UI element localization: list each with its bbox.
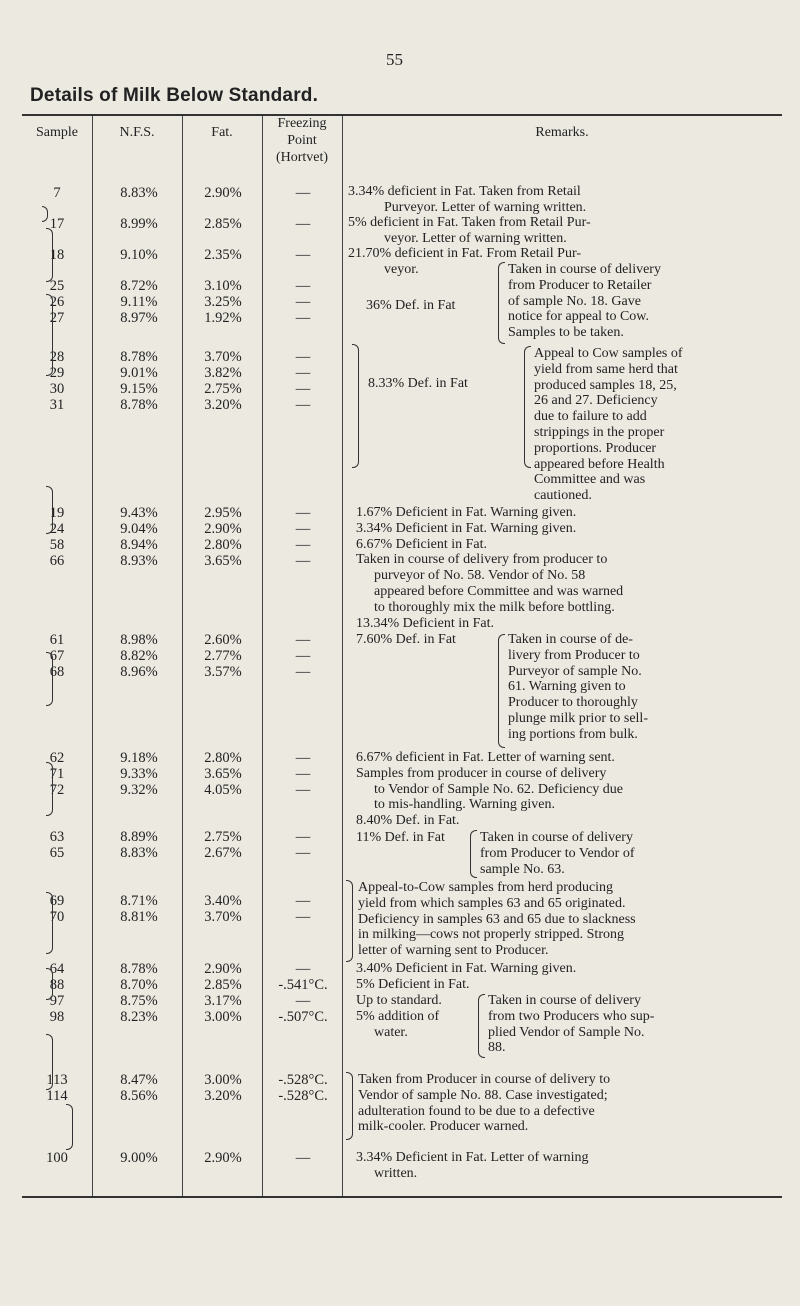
remark-samples-28-31 [534,346,780,504]
sample-cell: 62 [49,750,65,766]
sample-cell: 19 [49,505,65,521]
row-group-bracket [46,486,53,534]
nfs-cell: 8.56% [120,1088,158,1104]
nfs-cell: 8.78% [120,961,158,977]
remark-line: cautioned. [534,488,592,504]
freezing-point-cell: — [295,782,311,798]
freezing-point-cell: — [295,632,311,648]
row-group-bracket [46,1034,53,1090]
nfs-cell: 9.32% [120,782,158,798]
row-group-bracket [46,652,53,706]
fat-cell: 2.67% [204,845,242,861]
remark-line: yield from same herd that [534,361,678,377]
sample-cell: 63 [49,829,65,845]
remark-line: Appeal-to-Cow samples from herd producing [358,880,614,895]
remark-samples-63-65 [480,830,780,877]
remark-samples-25-27 [508,262,780,341]
nfs-cell: 9.43% [120,505,158,521]
remark-line: Committee and was [534,472,646,488]
remark-bracket [498,262,505,344]
sample-cell: 31 [49,397,65,413]
remark-samples-69-70 [358,880,780,959]
remark-line: yield from which samples 63 and 65 originated. [358,895,626,911]
header-sample: Sample [36,125,78,140]
table-bottom-rule [22,1196,782,1198]
nfs-cell: 8.99% [120,216,158,232]
nfs-cell: 8.81% [120,909,158,925]
freezing-point-cell: -.528°C. [278,1088,328,1104]
nfs-cell: 8.47% [120,1072,158,1088]
page-number: 55 [386,50,403,69]
remark-line: 21.70% deficient in Fat. From Retail Pur- [348,246,582,261]
sample-cell: 71 [49,766,65,782]
freezing-point-cell: — [295,185,311,201]
remark-line: 6.67% Deficient in Fat. [356,536,488,552]
nfs-cell: 9.33% [120,766,158,782]
remark-line: milk-cooler. Producer warned. [358,1119,529,1135]
fat-cell: 3.40% [204,893,242,909]
fat-cell: 3.10% [204,278,242,294]
freezing-point-cell: — [295,648,311,664]
remark-line: adulteration found to be due to a defective [358,1103,595,1119]
freezing-point-cell: — [295,845,311,861]
freezing-point-cell: — [295,1150,311,1166]
freezing-point-cell: — [295,521,311,537]
remark-line: 26 and 27. Deficiency [534,393,658,409]
remark-line: Purveyor. Letter of warning written. [384,199,587,215]
freezing-point-cell: -.528°C. [278,1072,328,1088]
fat-cell: 2.80% [204,750,242,766]
fat-cell: 3.70% [204,909,242,925]
remark-line: produced samples 18, 25, [534,377,677,393]
sample-cell: 65 [49,845,65,861]
fat-cell: 2.85% [204,216,242,232]
nfs-cell: 9.01% [120,365,158,381]
fat-cell: 2.90% [204,961,242,977]
remark-line: ing portions from bulk. [508,726,638,742]
nfs-cell: 8.94% [120,537,158,553]
sample-cell: 28 [49,349,65,365]
remark-line: Vendor of sample No. 88. Case investigated; [358,1087,608,1103]
sample-cell: 61 [49,632,65,648]
sample-cell: 72 [49,782,65,798]
remark-samples-113-114 [358,1072,780,1135]
freezing-point-cell: -.541°C. [278,977,328,993]
remark-samples-64-88 [356,961,780,993]
remark-line: 61. Warning given to [508,679,626,695]
freezing-point-cell: — [295,961,311,977]
remark-line: to mis-handling. Warning given. [374,797,555,813]
fat-cell: 3.20% [204,1088,242,1104]
nfs-cell: 8.70% [120,977,158,993]
nfs-cell: 8.71% [120,893,158,909]
remark-line: veyor. Letter of warning written. [384,230,567,246]
nfs-cell: 8.78% [120,397,158,413]
remark-line: to thoroughly mix the milk before bottling. [374,599,615,615]
nfs-cell: 8.97% [120,310,158,326]
nfs-cell: 8.98% [120,632,158,648]
freezing-point-cell: — [295,349,311,365]
nfs-cell: 9.15% [120,381,158,397]
remark-line: from Producer to Retailer [508,277,652,293]
sample-cell: 113 [46,1072,68,1088]
fat-cell: 3.82% [204,365,242,381]
freezing-point-cell: — [295,278,311,294]
freezing-point-cell: — [295,750,311,766]
remark-label: 11% Def. in Fat [356,830,445,845]
nfs-cell: 9.18% [120,750,158,766]
fat-cell: 4.05% [204,782,242,798]
column-divider [262,116,263,1196]
fat-cell: 2.75% [204,381,242,397]
remark-line: Taken in course of de- [508,632,633,647]
remark-line: Appeal to Cow samples of [534,346,683,361]
remark-bracket [470,830,477,878]
fat-cell: 2.35% [204,247,242,263]
fat-cell: 2.60% [204,632,242,648]
remark-line: water. [374,1024,408,1040]
remark-line: 8.40% Def. in Fat. [356,813,460,829]
remark-line: Deficiency in samples 63 and 65 due to slackness [358,911,636,927]
freezing-point-cell: — [295,829,311,845]
remark-line: 3.34% deficient in Fat. Taken from Retail [348,184,581,199]
remark-line: 3.40% Deficient in Fat. Warning given. [356,961,577,976]
remark-line: livery from Producer to [508,647,640,663]
fat-cell: 2.80% [204,537,242,553]
nfs-cell: 8.93% [120,553,158,569]
sample-cell: 25 [49,278,65,294]
remark-line: Taken from Producer in course of delivery to [358,1072,611,1087]
nfs-cell: 8.78% [120,349,158,365]
header-freezing-line2: Point [287,133,317,148]
nfs-cell: 8.72% [120,278,158,294]
sample-cell: 70 [49,909,65,925]
nfs-cell: 8.82% [120,648,158,664]
remark-samples-19-to-61 [356,505,780,631]
sample-cell: 17 [49,216,65,232]
row-group-bracket [46,294,53,376]
freezing-point-cell: — [295,505,311,521]
remark-line: Purveyor of sample No. [508,663,642,679]
sample-cell: 98 [49,1009,65,1025]
fat-cell: 3.65% [204,553,242,569]
row-group-bracket [46,968,53,1000]
remark-line: in milking—cows not properly stripped. Strong [358,927,624,943]
nfs-cell: 9.00% [120,1150,158,1166]
remark-line: 6.67% deficient in Fat. Letter of warning sent. [356,750,615,765]
fat-cell: 1.92% [204,310,242,326]
fat-cell: 3.00% [204,1072,242,1088]
remark-line: to Vendor of Sample No. 62. Deficiency due [374,781,623,797]
fat-cell: 2.75% [204,829,242,845]
fat-cell: 2.90% [204,185,242,201]
freezing-point-cell: -.507°C. [278,1009,328,1025]
nfs-cell: 8.83% [120,845,158,861]
freezing-point-cell: — [295,310,311,326]
remark-line: 5% Deficient in Fat. [356,976,470,992]
column-divider [182,116,183,1196]
header-fat: Fat. [211,125,233,140]
remark-line: written. [374,1165,418,1181]
nfs-cell: 9.11% [120,294,158,310]
remark-sample-17 [348,215,780,247]
remark-bracket [524,346,531,468]
header-freezing-line1: Freezing [277,116,327,131]
remark-line: strippings in the proper [534,424,665,440]
remark-line: Producer to thoroughly [508,695,638,711]
sample-cell: 30 [49,381,65,397]
remark-line: Samples from producer in course of delivery [356,765,607,781]
sample-cell: 66 [49,553,65,569]
remark-line: 5% addition of [356,1008,440,1024]
freezing-point-cell: — [295,216,311,232]
remark-bracket [352,344,359,468]
remark-line: of sample No. 18. Gave [508,293,641,309]
sample-cell: 27 [49,310,65,326]
fat-cell: 3.65% [204,766,242,782]
freezing-point-cell: — [295,247,311,263]
remark-line: letter of warning sent to Producer. [358,943,549,959]
freezing-point-cell: — [295,294,311,310]
remark-line: 88. [488,1040,506,1056]
freezing-point-cell: — [295,766,311,782]
remark-samples-97-98-result [356,993,476,1040]
remark-bracket [346,1072,353,1140]
freezing-point-cell: — [295,381,311,397]
freezing-point-cell: — [295,537,311,553]
remark-samples-61-68 [508,632,780,743]
remark-line: purveyor of No. 58. Vendor of No. 58 [374,568,586,584]
nfs-cell: 8.75% [120,993,158,1009]
remark-line: Taken in course of delivery [488,993,641,1008]
fat-cell: 2.90% [204,521,242,537]
fat-cell: 2.90% [204,1150,242,1166]
remark-bracket [346,880,353,962]
remark-line: Up to standard. [356,993,442,1008]
nfs-cell: 8.83% [120,185,158,201]
remark-line: Taken in course of delivery [480,830,633,845]
remark-samples-62-72 [356,750,780,829]
remark-label: 8.33% Def. in Fat [368,376,468,391]
remark-line: proportions. Producer [534,440,657,456]
remark-line: plied Vendor of Sample No. [488,1024,645,1040]
remark-line: 5% deficient in Fat. Taken from Retail Pur- [348,215,591,230]
sample-cell: 68 [49,664,65,680]
remark-line: 13.34% Deficient in Fat. [356,615,495,631]
freezing-point-cell: — [295,909,311,925]
sample-cell: 26 [49,294,65,310]
remark-line: appeared before Health [534,456,665,472]
sample-cell: 58 [49,537,65,553]
header-nfs: N.F.S. [119,125,155,140]
freezing-point-cell: — [295,893,311,909]
header-freezing-line3: (Hortvet) [275,150,329,165]
freezing-point-cell: — [295,397,311,413]
fat-cell: 3.20% [204,397,242,413]
sample-cell: 97 [49,993,65,1009]
column-divider [92,116,93,1196]
freezing-point-cell: — [295,553,311,569]
remark-sample-100 [356,1150,780,1182]
sample-cell: 114 [46,1088,68,1104]
nfs-cell: 8.23% [120,1009,158,1025]
remark-line: Samples to be taken. [508,325,624,341]
remark-line: sample No. 63. [480,861,565,877]
fat-cell: 3.00% [204,1009,242,1025]
sample-cell: 67 [49,648,65,664]
fat-cell: 3.17% [204,993,242,1009]
remark-line: 3.34% Deficient in Fat. Letter of warning [356,1150,589,1165]
nfs-cell: 9.04% [120,521,158,537]
row-group-bracket [46,892,53,954]
remark-sample-7 [348,184,780,216]
remark-line: from two Producers who sup- [488,1008,655,1024]
sample-cell: 88 [49,977,65,993]
fat-cell: 3.57% [204,664,242,680]
row-group-bracket [46,228,53,282]
nfs-cell: 8.96% [120,664,158,680]
fat-cell: 3.70% [204,349,242,365]
sample-cell: 7 [53,185,61,201]
table-top-rule [22,114,782,116]
remark-line: veyor. [384,261,419,277]
fat-cell: 2.85% [204,977,242,993]
sample-cell: 64 [49,961,65,977]
remark-line: 3.34% Deficient in Fat. Warning given. [356,520,577,536]
page-title: Details of Milk Below Standard. [30,85,319,106]
remark-line: appeared before Committee and was warned [374,583,624,599]
remark-line: plunge milk prior to sell- [508,710,648,726]
remark-line: Taken in course of delivery from producer to [356,552,608,568]
remark-bracket [478,994,485,1058]
remark-line: from Producer to Vendor of [480,845,635,861]
remark-line: notice for appeal to Cow. [508,309,649,325]
freezing-point-cell: — [295,993,311,1009]
sample-cell: 100 [46,1150,68,1166]
fat-cell: 2.95% [204,505,242,521]
freezing-point-cell: — [295,664,311,680]
remark-line: 1.67% Deficient in Fat. Warning given. [356,505,577,520]
nfs-cell: 9.10% [120,247,158,263]
header-freezing-point [262,115,342,166]
sample-cell: 18 [49,247,65,263]
header-remarks: Remarks. [535,125,589,140]
remark-line: due to failure to add [534,409,647,425]
freezing-point-cell: — [295,365,311,381]
column-divider [342,116,343,1196]
remark-samples-97-98 [488,993,780,1056]
sample-cell: 69 [49,893,65,909]
remark-line: Taken in course of delivery [508,262,661,277]
row-group-bracket [46,762,53,816]
fat-cell: 2.77% [204,648,242,664]
remark-label: 7.60% Def. in Fat [356,632,456,647]
remark-label: 36% Def. in Fat [366,298,456,313]
row-group-bracket [66,1104,73,1150]
fat-cell: 3.25% [204,294,242,310]
nfs-cell: 8.89% [120,829,158,845]
sample-cell: 29 [49,365,65,381]
sample-cell: 24 [49,521,65,537]
remark-bracket [498,634,505,748]
